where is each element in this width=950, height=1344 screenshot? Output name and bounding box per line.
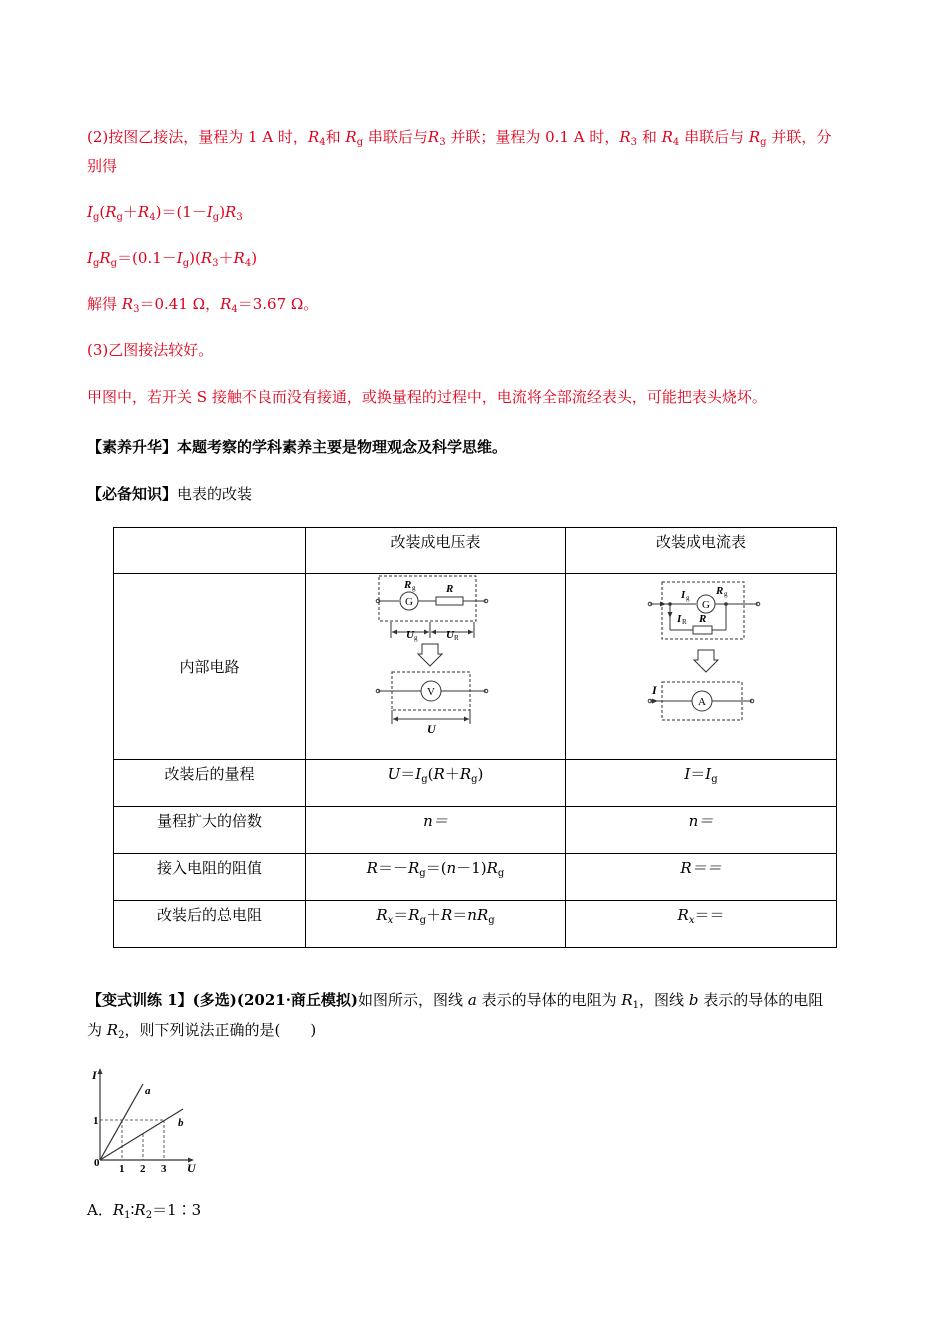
svg-text:3: 3	[161, 1163, 167, 1175]
header-empty	[114, 528, 306, 574]
equation-2: $I_gR_g=(0.1-I_g)(R_3+R_4)$	[87, 249, 258, 269]
svg-text:R: R	[716, 585, 724, 597]
header-ammeter: 改装成电流表	[566, 528, 837, 574]
svg-text:1: 1	[93, 1115, 99, 1127]
equation-1: $I_g(R_g+R_4)=(1-I_g)R_3$	[87, 203, 243, 223]
answer-line-1: (2)按图乙接法，量程为 1 A 时，$R_4$和 $R_g$ 串联后与$R_3$ 并联；量程为 0.1 A 时，$R_3$ 和 $R_4$ 串联后与 $R_g$ 并联，分	[87, 128, 832, 148]
resistance-ammeter: R＝＝	[566, 854, 837, 901]
svg-text:G: G	[702, 599, 710, 611]
row-range-label: 改装后的量程	[114, 760, 306, 807]
row-resistance-label: 接入电阻的阻值	[114, 854, 306, 901]
svg-text:U: U	[187, 1161, 196, 1175]
svg-text:b: b	[178, 1117, 184, 1129]
meter-conversion-table	[113, 527, 837, 948]
svg-text:R: R	[682, 618, 687, 626]
svg-text:I: I	[652, 683, 657, 697]
graph-line-b	[100, 1109, 183, 1160]
answer-line-2: 别得	[87, 157, 118, 175]
row-circuit-label: 内部电路	[114, 574, 306, 760]
svg-text:g: g	[724, 590, 728, 598]
svg-text:R: R	[446, 583, 454, 595]
svg-text:G: G	[405, 596, 413, 608]
graph-line-a	[100, 1084, 143, 1160]
svg-text:R: R	[404, 579, 412, 591]
range-ammeter: $I=I_g$	[566, 760, 837, 807]
iu-graph	[88, 1064, 203, 1176]
total-voltmeter: $R_x=R_g+R=nR_g$	[306, 901, 566, 948]
svg-text:a: a	[145, 1085, 151, 1097]
knowledge-line: 【必备知识】电表的改装	[87, 485, 253, 503]
literacy-line: 【素养升华】本题考察的学科素养主要是物理观念及科学思维。	[87, 438, 508, 456]
voltmeter-circuit	[306, 574, 566, 760]
ammeter-circuit	[566, 574, 837, 760]
range-voltmeter: $U=I_g(R+R_g)$	[306, 760, 566, 807]
exercise-line-2: 为 $R_2$，则下列说法正确的是( )	[87, 1021, 317, 1041]
svg-text:U: U	[446, 629, 454, 641]
solution-line: 解得 $R_3=0.41$ Ω，$R_4=3.67$ Ω。	[87, 295, 319, 315]
header-voltmeter: 改装成电压表	[306, 528, 566, 574]
svg-text:0: 0	[94, 1157, 100, 1169]
svg-text:I: I	[681, 589, 686, 601]
svg-text:I: I	[677, 613, 682, 625]
svg-text:2: 2	[140, 1163, 146, 1175]
part3-line: (3)乙图接法较好。	[87, 341, 214, 359]
svg-text:g: g	[686, 594, 690, 602]
ammeter-circuit-diagram	[566, 574, 836, 755]
svg-text:R: R	[699, 613, 707, 625]
svg-text:g: g	[412, 584, 416, 592]
svg-text:U: U	[406, 629, 414, 641]
part3-explanation: 甲图中，若开关 S 接触不良而没有接通，或换量程的过程中，电流将全部流经表头，可能把表头烧坏。	[87, 388, 767, 406]
total-ammeter: $R_x==$	[566, 901, 837, 948]
option-a[interactable]: A．$R_1∶R_2=1∶3$	[87, 1201, 202, 1221]
multiple-voltmeter: n＝	[306, 807, 566, 854]
row-total-label: 改装后的总电阻	[114, 901, 306, 948]
svg-text:A: A	[698, 696, 706, 708]
exercise-line-1: 【变式训练 1】(多选)(2021·商丘模拟)如图所示，图线 a 表示的导体的电阻为 $R_1$，图线 b 表示的导体的电阻	[87, 991, 824, 1011]
resistance-voltmeter: $R=-R_g=(n-1)R_g$	[306, 854, 566, 901]
svg-text:g: g	[414, 634, 418, 642]
svg-text:U: U	[427, 722, 436, 736]
svg-text:R: R	[454, 634, 459, 642]
row-multiple-label: 量程扩大的倍数	[114, 807, 306, 854]
svg-text:V: V	[427, 686, 435, 698]
svg-text:1: 1	[119, 1163, 125, 1175]
voltmeter-circuit-diagram	[306, 574, 565, 755]
svg-text:I: I	[92, 1068, 97, 1082]
multiple-ammeter: n＝	[566, 807, 837, 854]
